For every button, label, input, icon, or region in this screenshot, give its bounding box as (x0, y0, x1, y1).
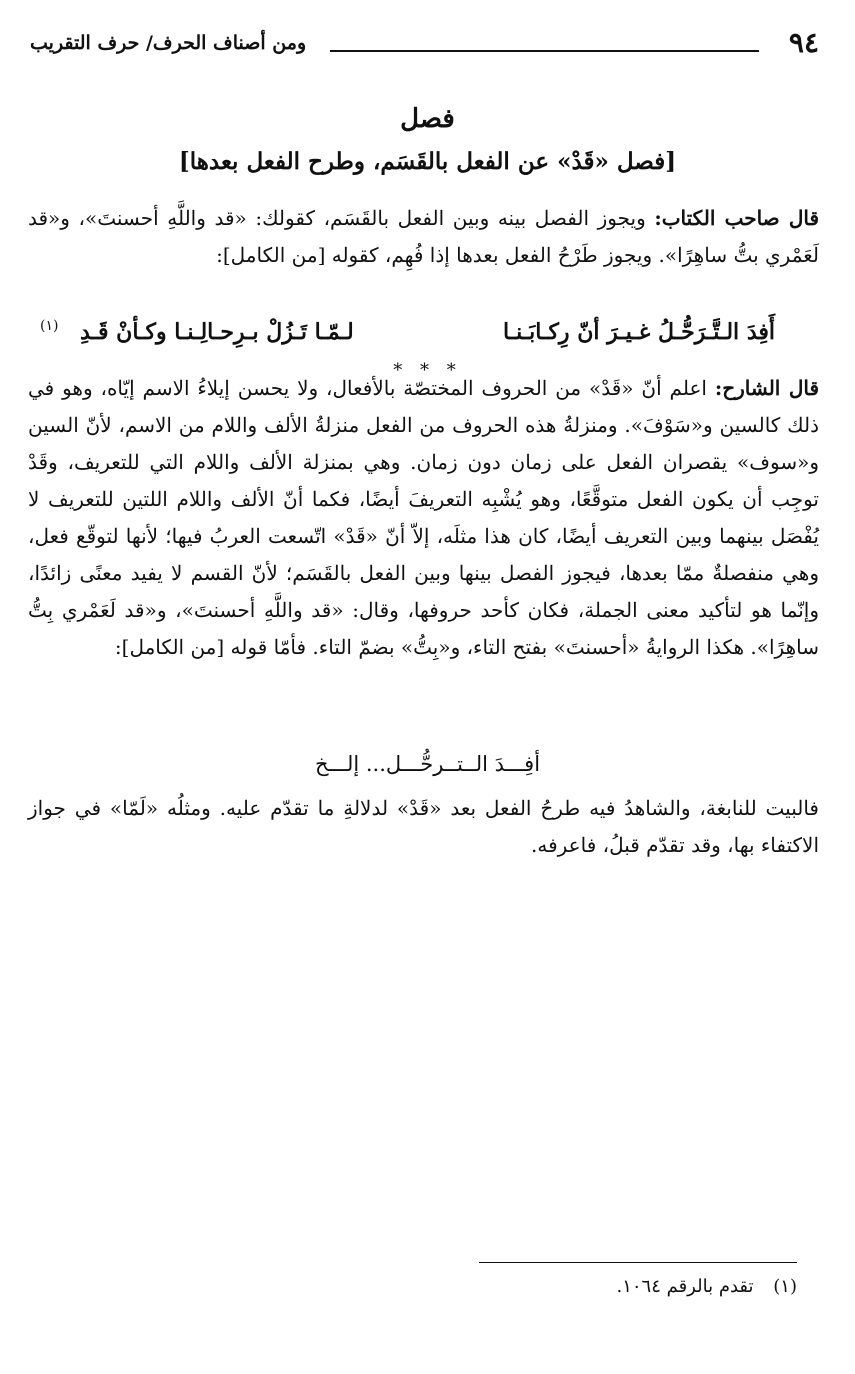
footnote (28, 1272, 797, 1302)
conclusion-paragraph: فالبيت للنابغة، والشاهدُ فيه طرحُ الفعل بعد «قَدْ» لدلالةِ ما تقدّم عليه. ومثلُه «لَمّا» في جواز الاكتفاء بها، وقد تقدّم قبلُ، فاعرفه. (28, 796, 819, 857)
verse-first-hemistich: أَفِدَ الـتَّـرَحُّـلُ غـيـرَ أنّ رِكـابَـنـا (502, 319, 775, 345)
footnote-marker: (١) (40, 318, 59, 334)
abbreviated-verse: أفِـــدَ الــتــرحُّـــل... إلـــخ (314, 752, 541, 776)
page-number: ٩٤ (788, 26, 819, 59)
running-title: ومن أصناف الحرف/ حرف التقريب (30, 32, 307, 54)
commentary-text: اعلم أنّ «قَدْ» من الحروف المختصّة بالأفعال، ولا يحسن إيلاءُ الاسم إيّاه، وهو في ذلك كالسين و«سَوْفَ». ومنزلةُ هذه الحروف من الفعل منزلةُ الألف واللام من الاسم، لأنّ السين و«سوف» يقصران الفعل على زمان دون زمان. وهي بمنزلة الألف واللام التي للتعريف، وقَدْ توجِب أن يكون الفعل متوقَّعًا، وهو يُشْبِه التعريفَ أيضًا، فكما أنّ الألف واللام اللتين للتعريف لا يُفْصَل بينهما وبين التعريف أيضًا، كان هذا مثلَه، إلاّ أنّ «قَدْ» اتّسعت العربُ فيها؛ لأنها لتوقّع فعل، وهي منفصلةٌ ممّا بعدها، فيجوز الفصل بينها وبين الفعل بالقَسَم؛ لأنّ القسم لا يفيد معنًى زائدًا، وإنّما هو لتأكيد معنى الجملة، فكان كأحد حروفها، وقال: «قد واللَّهِ أحسنتَ»، و«قد لَعَمْري بِتُّ ساهِرًا». هكذا الروايةُ «أحسنتَ» بفتح التاء، و«بِتُّ» بضمّ التاء. فأمّا قوله [من الكامل]: (28, 376, 819, 659)
section-title: فصل (400, 104, 455, 134)
verse-second-hemistich: لـمّـا تَـزُلْ بـرِحـالِـنـا وكـأنْ قَـدِ (80, 319, 354, 345)
header-rule (330, 50, 759, 52)
asterism-separator: * * * (393, 360, 462, 381)
footnote-text: تقدم بالرقم ١٠٦٤. (616, 1276, 754, 1297)
commentary-lead: قال الشارح: (714, 376, 820, 400)
commentary-paragraph (28, 370, 819, 666)
author-text: ويجوز الفصل بينه وبين الفعل بالقَسَم، كقولك: «قد واللَّهِ أحسنتَ»، و«قد لَعَمْري بتُّ ساهِرًا». ويجوز طَرْحُ الفعل بعدها إذا فُهِم، كقوله [من الكامل]: (28, 206, 819, 267)
footnote-rule (479, 1262, 797, 1263)
footnote-number: (١) (773, 1276, 797, 1297)
author-paragraph (28, 200, 819, 274)
poetry-verse (40, 312, 775, 352)
author-lead: قال صاحب الكتاب: (654, 206, 820, 230)
section-subtitle: [فصل «قَدْ» عن الفعل بالقَسَم، وطرح الفعل بعدها] (178, 148, 677, 175)
running-header (30, 26, 819, 60)
